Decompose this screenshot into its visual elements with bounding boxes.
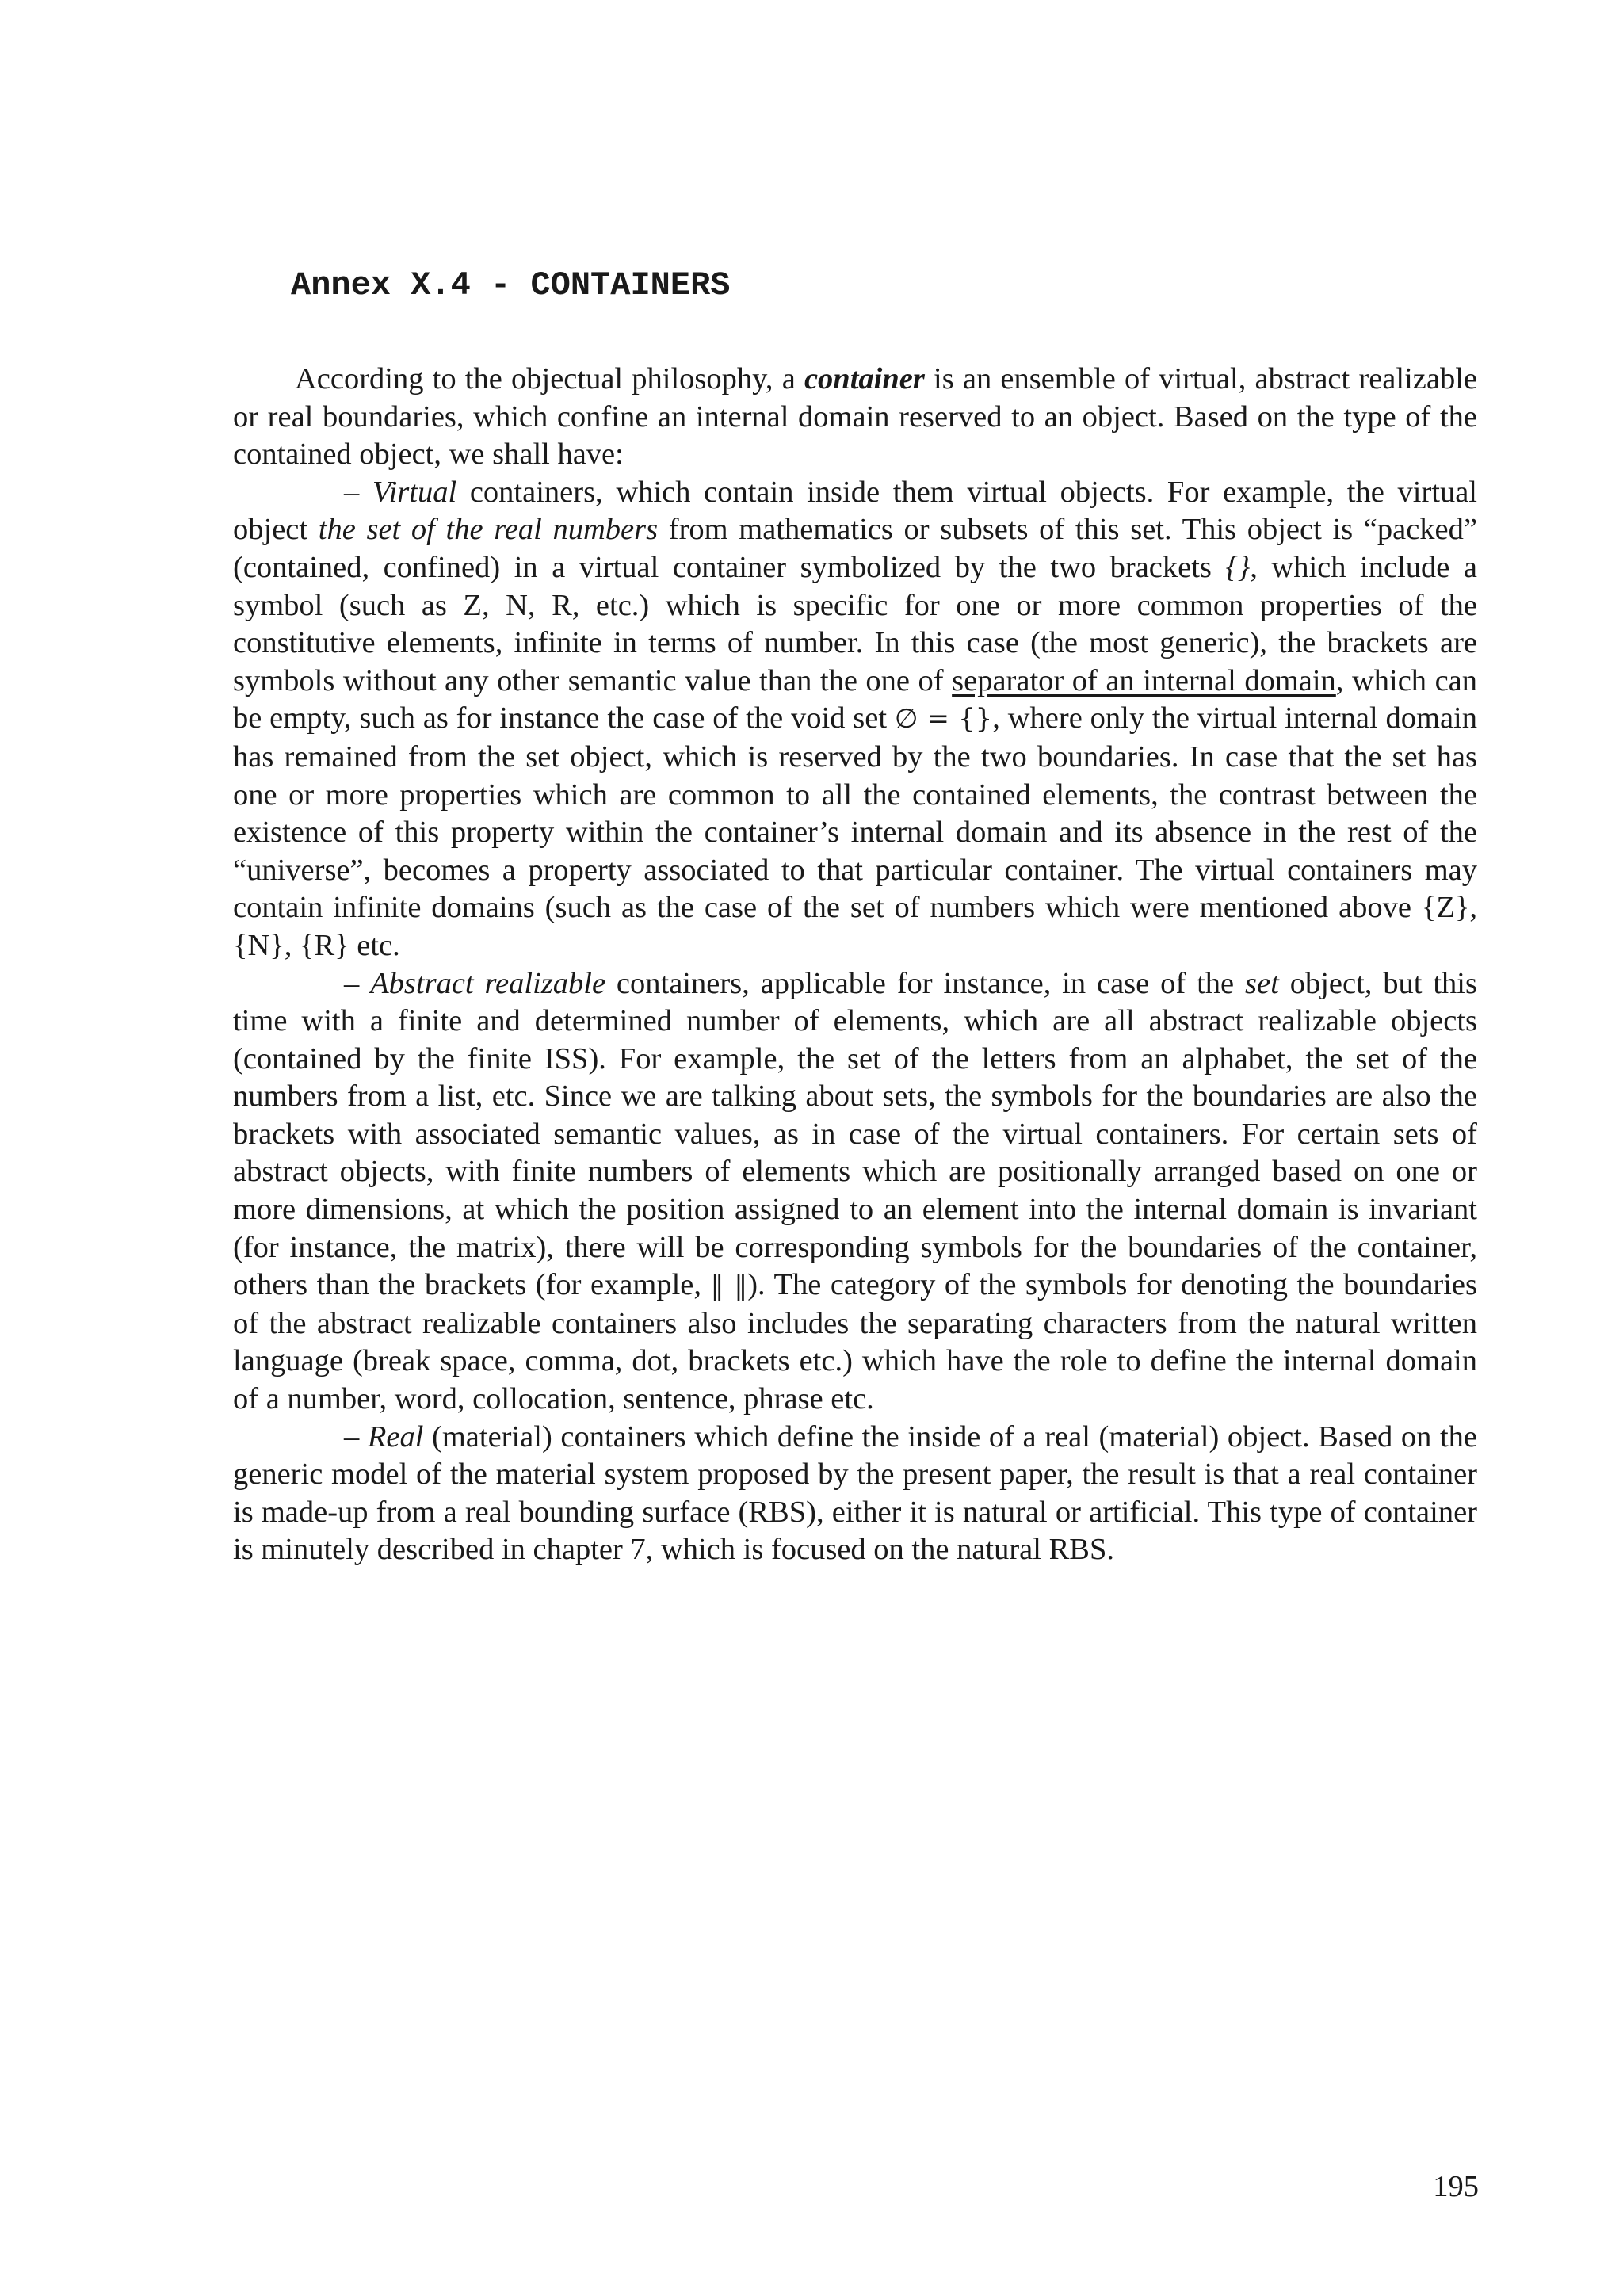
list-dash: –	[344, 475, 372, 509]
intro-text: According to the objectual philosophy, a	[295, 362, 804, 395]
page-number: 195	[1433, 2170, 1479, 2203]
abstract-containers-paragraph	[233, 965, 1477, 1419]
body-text	[233, 361, 1477, 1569]
container-kind-virtual: Virtual	[372, 475, 457, 509]
container-kind-real: Real	[367, 1419, 424, 1454]
brackets-symbol: {}	[1225, 550, 1251, 584]
intro-text: is an ensemble of virtual, abstract realizable or real boundaries, which confine an internal domain reserved to an object. Based on the type of the contained object, we shall have:	[233, 362, 1477, 472]
paragraph-text: , which can be empty, such as for instance the case of the void set	[233, 663, 1478, 735]
container-term: container	[804, 362, 925, 395]
paragraph-text: (material) containers which define the inside of a real (material) object. Based on the generic model of the material system proposed by the present paper, the result is that a real container is made-up from a real bounding surface (RBS), either it is natural or artificial. This type of container is minutely described in chapter 7, which is focused on the natural RBS.	[233, 1419, 1478, 1567]
paragraph-text: object, but this time with a finite and determined number of elements, which are all abstract realizable objects (contained by the finite ISS). For example, the set of the letters from an alphabet, the set of the numbers from a list, etc. Since we are talking about sets, the symbols for the boundaries are also the brackets with associated semantic values, as in case of the virtual containers. For certain sets of abstract objects, with finite numbers of elements which are positionally arranged based on one or more dimensions, at which the position assigned to an element into the internal domain is invariant (for instance, the matrix), there will be corresponding symbols for the boundaries of the container, others than the brackets (for example,	[233, 966, 1477, 1302]
real-containers-paragraph	[233, 1419, 1477, 1569]
annex-heading: Annex X.4 - CONTAINERS	[291, 266, 731, 304]
set-term: set	[1245, 966, 1279, 1000]
norm-symbol: ‖ ‖	[710, 1270, 748, 1302]
intro-paragraph	[233, 361, 1477, 474]
paragraph-text: from mathematics or subsets of this set. This object is “packed” (contained, confined) in a virtual container symbolized by the two brackets	[233, 513, 1477, 584]
paragraph-text: containers, applicable for instance, in case of the	[605, 966, 1246, 1000]
paragraph-text: , which include a symbol (such as Z, N, R, etc.) which is specific for one or more common properties of the constitutive elements, infinite in terms of number. In this case (the most generic), the brackets are symbols without any other semantic value than the one of	[233, 550, 1477, 697]
paragraph-text: containers, which contain inside them virtual objects. For example, the virtual object	[233, 475, 1478, 547]
virtual-containers-paragraph	[233, 474, 1477, 965]
paragraph-text: , where only the virtual internal domain has remained from the set object, which is reserved by the two boundaries. In case that the set has one or more properties which are common to all the contained elements, the contrast between the existence of this property within the container’s internal domain and its absence in the rest of the “universe”, becomes a property associated to that particular container. The virtual containers may contain infinite domains (such as the case of the set of numbers which were mentioned above {Z}, {N}, {R} etc.	[233, 701, 1477, 962]
paragraph-text: ). The category of the symbols for denoting the boundaries of the abstract realizable containers also includes the separating characters from the natural written language (break space, comma, dot, brackets etc.) which have the role to define the internal domain of a number, word, collocation, sentence, phrase etc.	[233, 1268, 1478, 1416]
list-dash: –	[344, 966, 371, 1000]
list-dash: –	[344, 1419, 368, 1454]
example-term: the set of the real numbers	[318, 513, 659, 547]
void-set-formula: ∅ = {}	[894, 703, 993, 735]
separator-underlined-phrase: separator of an internal domain	[952, 663, 1336, 697]
container-kind-abstract: Abstract realizable	[370, 966, 606, 1000]
